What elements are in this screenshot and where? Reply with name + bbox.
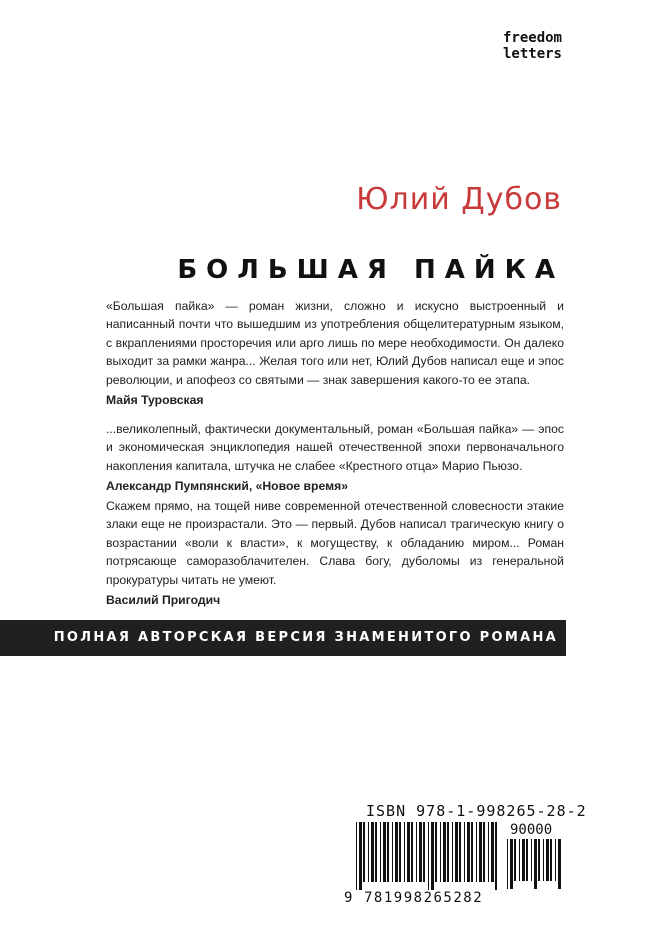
review-quote-2 [106,420,564,496]
barcode-bar [514,839,516,881]
barcode-bar [531,839,532,881]
barcode-bar [507,839,508,889]
review-author: Василий Пригодич [106,593,221,608]
barcode-bar [416,822,417,882]
barcode-bar [447,822,449,882]
publisher-logo [503,30,562,62]
barcode-bar [543,839,544,881]
ean-first-digit: 9 [344,890,353,906]
barcode-bar [479,822,482,882]
barcode-bar [495,822,497,890]
ean-digits: 781998265282 [364,890,484,906]
barcode-bar [411,822,413,882]
barcode-bar [459,822,461,882]
review-author: Александр Пумпянский, «Новое время» [106,479,349,494]
barcode-bar [428,822,429,890]
barcode-bar [555,839,556,881]
barcode-bar [519,839,520,881]
review-text: «Большая пайка» — роман жизни, сложно и искусно выстроенный и написанный почти что вышедшим из употребления общелитературным языком, с вкраплениями просторечия или арго лишь по мере необходимости. Он далеко выходит за рамки жанра... Желая того или нет, Юлий Дубов написал еще и эпос революции, и апофеоз со святыми — знак завершения какого-то ее этапа. [106,299,564,387]
barcode-bar [359,822,362,890]
barcode-bar [522,839,525,881]
barcode-bar [392,822,393,882]
barcode-bar [368,822,369,882]
barcode-bar [471,822,473,882]
publisher-logo-line2: letters [502,46,562,62]
review-quote-1 [106,297,564,409]
price-code: 90000 [510,822,553,838]
tagline-banner [0,620,566,656]
barcode-bar [371,822,374,882]
barcode-bar [467,822,470,882]
publisher-logo-line1: freedom [502,30,562,46]
barcode-bar [558,839,561,889]
tagline-text: ПОЛНАЯ АВТОРСКАЯ ВЕРСИЯ ЗНАМЕНИТОГО РОМАНА [53,630,558,645]
barcode-bar [534,839,537,889]
barcode-bar [476,822,477,882]
barcode-bar [443,822,446,882]
barcode-bar [375,822,377,882]
barcode-bar [526,839,528,881]
ean-barcode [356,822,502,890]
review-quote-3 [106,497,564,609]
barcode-bar [491,822,494,882]
barcode-bar [452,822,453,882]
review-text: Скажем прямо, на тощей ниве современной отечественной словесности этакие злаки еще не произрастали. Это — первый. Дубов написал трагическую книгу о возрастании «воли к власти», к могуществу, к обладанию миром... Роман потрясающе саморазоблачителен. Слава богу, дуболомы из генеральной прокуратуры читать не умеют. [106,499,564,587]
addon-barcode [507,839,563,889]
book-title: БОЛЬШАЯ ПАЙКА [177,255,564,285]
barcode-bar [395,822,398,882]
barcode-bar [380,822,381,882]
review-author: Майя Туровская [106,393,204,408]
barcode-bar [488,822,489,882]
barcode-bar [356,822,357,890]
barcode-bar [483,822,485,882]
barcode-bar [435,822,437,882]
barcode-bar [440,822,441,882]
author-name: Юлий Дубов [356,182,562,217]
isbn-number: ISBN 978-1-998265-28-2 [366,802,587,820]
barcode-bar [546,839,549,881]
barcode-bar [419,822,422,882]
barcode-bar [363,822,365,882]
barcode-bar [407,822,410,882]
barcode-bar [431,822,434,890]
barcode-bar [455,822,458,882]
barcode-bar [404,822,405,882]
barcode-bar [538,839,540,881]
review-text: ...великолепный, фактически документальный, роман «Большая пайка» — эпос и экономическая энциклопедия нашей отечественной эпохи первоначального накопления капитала, штучка не слабее «Крестного отца» Марио Пьюзо. [106,422,564,473]
barcode-bar [464,822,465,882]
barcode-bar [423,822,425,882]
barcode-bar [550,839,552,881]
barcode-bar [383,822,386,882]
barcode-bar [387,822,389,882]
barcode-bar [510,839,513,889]
barcode-bar [399,822,401,882]
